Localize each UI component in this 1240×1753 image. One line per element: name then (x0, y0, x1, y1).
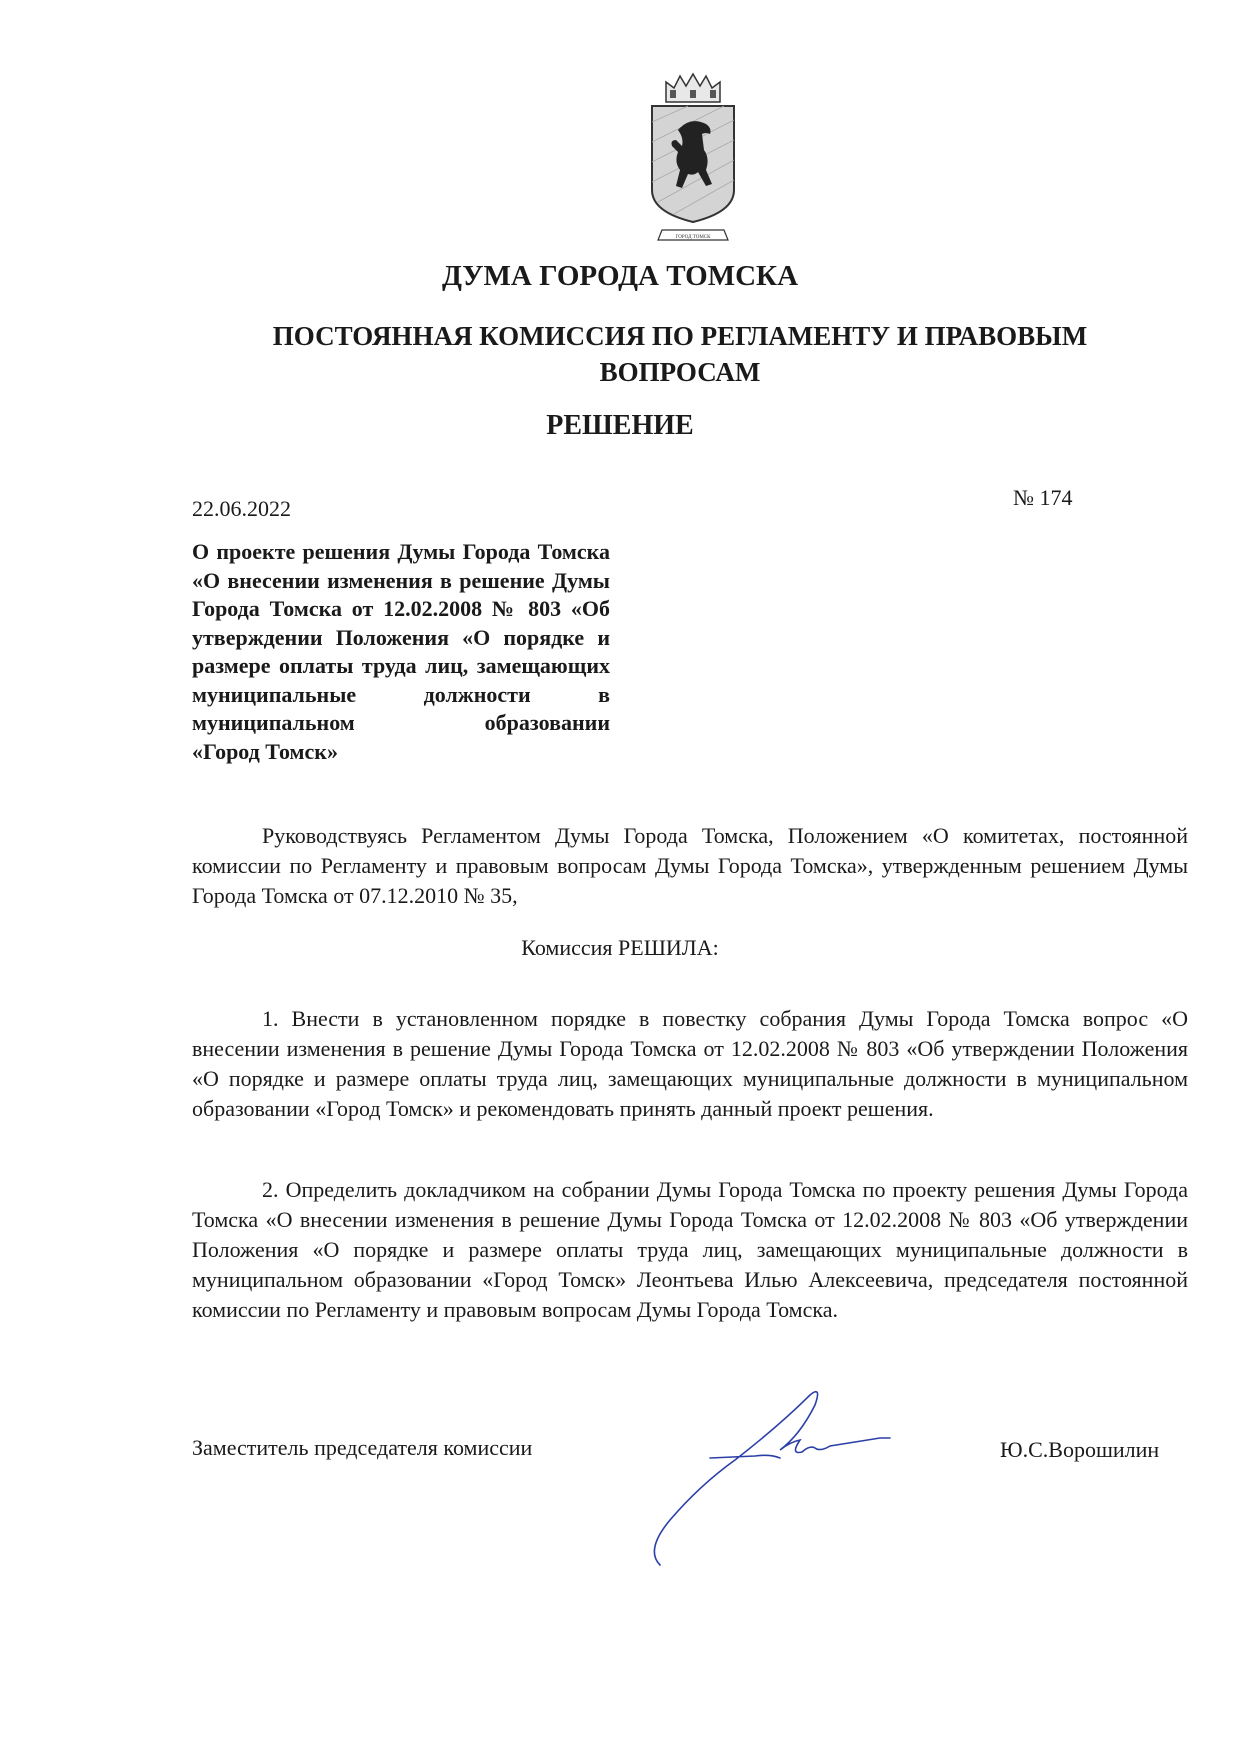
organization-title: ДУМА ГОРОДА ТОМСКА (441, 260, 799, 292)
document-type: РЕШЕНИЕ (546, 410, 694, 441)
signer-title: Заместитель председателя комиссии (192, 1435, 533, 1460)
signer-name: Ю.С.Ворошилин (1000, 1437, 1160, 1462)
commission-title: ПОСТОЯННАЯ КОМИССИЯ ПО РЕГЛАМЕНТУ И ПРАВОВЫМ ВОПРОСАМ (272, 321, 1088, 387)
document-number: № 174 (1013, 485, 1073, 510)
coat-of-arms-icon (648, 72, 738, 250)
resolution-heading: Комиссия РЕШИЛА: (521, 935, 719, 960)
preamble-paragraph: Руководствуясь Регламентом Думы Города Томска, Положением «О комитетах, постоянной комиссии по Регламенту и правовым вопросам Думы Города Томска», утвержденным решением Думы Города Томска от 07.12.2010 № 35, (192, 823, 1188, 908)
svg-text:ГОРОД ТОМСК: ГОРОД ТОМСК (675, 235, 711, 240)
document-subject (192, 538, 610, 766)
resolution-item-2: 2. Определить докладчиком на собрании Думы Города Томска по проекту решения Думы Города Томска «О внесении изменения в решение Думы Города Томска от 12.02.2008 № 803 «Об утверждении Положения «О порядке и размере оплаты труда лиц, замещающих муниципальные должности в муниципальном образовании «Город Томск» Леонтьева Илью Алексеевича, председателя постоянной комиссии по Регламенту и правовым вопросам Думы Города Томска. (192, 1177, 1188, 1322)
document-date: 22.06.2022 (192, 496, 291, 521)
subject-text: О проекте решения Думы Города Томска «О внесении изменения в решение Думы Города Томска от 12.02.2008 № 803 «Об утверждении Положения «О порядке и размере оплаты труда лиц, замещающих муниципальные должности в муниципальном образовании (192, 539, 610, 735)
resolution-item-1: 1. Внести в установленном порядке в повестку собрания Думы Города Томска вопрос «О внесении изменения в решение Думы Города Томска от 12.02.2008 № 803 «Об утверждении Положения «О порядке и размере оплаты труда лиц, замещающих муниципальные должности в муниципальном образовании «Город Томск» и рекомендовать принять данный проект решения. (192, 1006, 1188, 1121)
signature-icon (640, 1380, 940, 1580)
subject-last-line: «Город Томск» (192, 738, 338, 764)
